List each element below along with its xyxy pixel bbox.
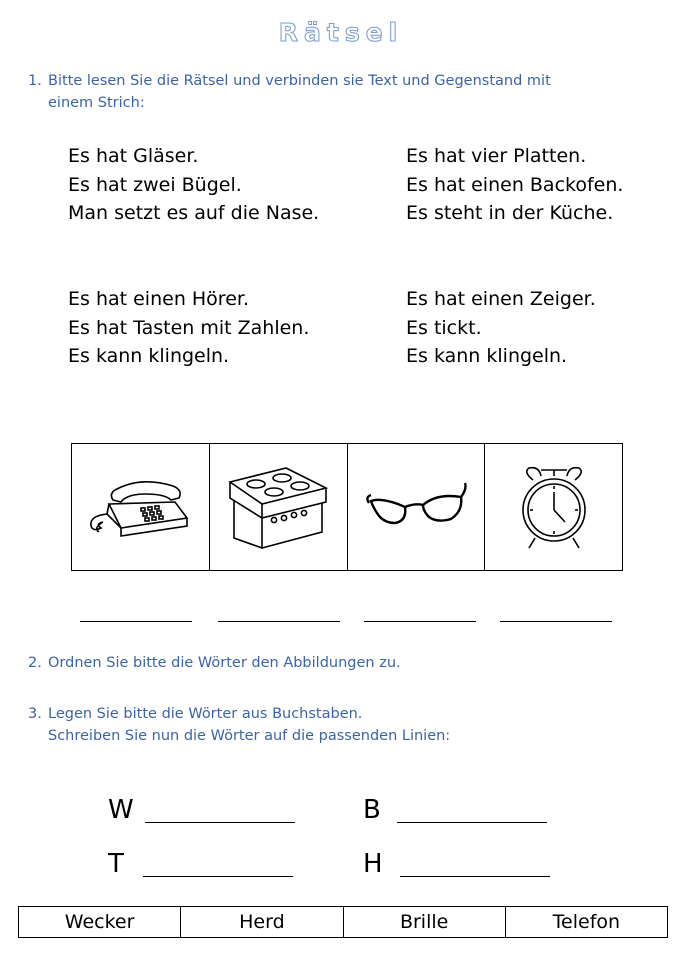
task-1-instruction [28, 70, 551, 114]
telephone-icon [85, 472, 195, 542]
riddle-line: Es tickt. [406, 316, 482, 339]
word-bank-item: Brille [344, 907, 506, 937]
task-3-line-1: Legen Sie bitte die Wörter aus Buchstaben. [48, 706, 363, 722]
task-2-instruction [28, 652, 401, 674]
picture-table [71, 443, 623, 571]
answer-line-b[interactable] [397, 822, 547, 823]
letter-w: W [108, 795, 134, 825]
picture-cell-clock [485, 444, 622, 570]
page-title: Rätsel [278, 18, 404, 47]
riddle-line: Es kann klingeln. [406, 345, 568, 367]
task-3-instruction [28, 703, 450, 747]
answer-blank[interactable] [80, 621, 192, 622]
riddle-clock [406, 285, 596, 371]
answer-line-h[interactable] [400, 876, 550, 877]
alarm-clock-icon [519, 464, 589, 550]
riddle-line: Es steht in der Küche. [406, 202, 614, 224]
task-2-number: 2. [28, 655, 42, 671]
task-2-line-1: Ordnen Sie bitte die Wörter den Abbildungen zu. [48, 655, 401, 671]
picture-cell-stove [210, 444, 348, 570]
riddle-line: Es kann klingeln. [68, 345, 230, 367]
task-1-line-2: einem Strich: [48, 95, 145, 111]
riddle-line: Es hat einen Backofen. [406, 173, 624, 196]
word-bank-item: Herd [181, 907, 343, 937]
word-bank-item: Telefon [552, 911, 621, 933]
letter-t: T [108, 849, 124, 879]
riddle-line: Es hat vier Platten. [406, 145, 587, 167]
task-1-number: 1. [28, 73, 42, 89]
riddle-line: Es hat einen Hörer. [68, 288, 250, 310]
picture-cell-glasses [348, 444, 486, 570]
answer-blank[interactable] [364, 621, 476, 622]
stove-icon [226, 462, 330, 552]
task-3-number: 3. [28, 706, 42, 722]
riddle-line: Es hat Gläser. [68, 145, 199, 167]
answer-line-w[interactable] [145, 822, 295, 823]
task-3-line-2: Schreiben Sie nun die Wörter auf die passenden Linien: [48, 728, 451, 744]
answer-blank[interactable] [218, 621, 340, 622]
word-bank-item: Wecker [19, 907, 181, 937]
riddle-line: Es hat Tasten mit Zahlen. [68, 316, 310, 339]
riddle-line: Man setzt es auf die Nase. [68, 202, 320, 224]
riddle-glasses [68, 142, 319, 228]
glasses-icon [361, 477, 471, 537]
riddle-line: Es hat zwei Bügel. [68, 173, 242, 196]
word-bank-table [18, 906, 668, 938]
riddle-stove [406, 142, 623, 228]
riddle-line: Es hat einen Zeiger. [406, 288, 596, 310]
riddle-telephone [68, 285, 309, 371]
letter-b: B [363, 795, 381, 825]
picture-cell-telephone [72, 444, 210, 570]
task-1-line-1: Bitte lesen Sie die Rätsel und verbinden sie Text und Gegenstand mit [48, 73, 551, 89]
answer-line-t[interactable] [143, 876, 293, 877]
answer-blank[interactable] [500, 621, 612, 622]
letter-h: H [363, 849, 383, 879]
